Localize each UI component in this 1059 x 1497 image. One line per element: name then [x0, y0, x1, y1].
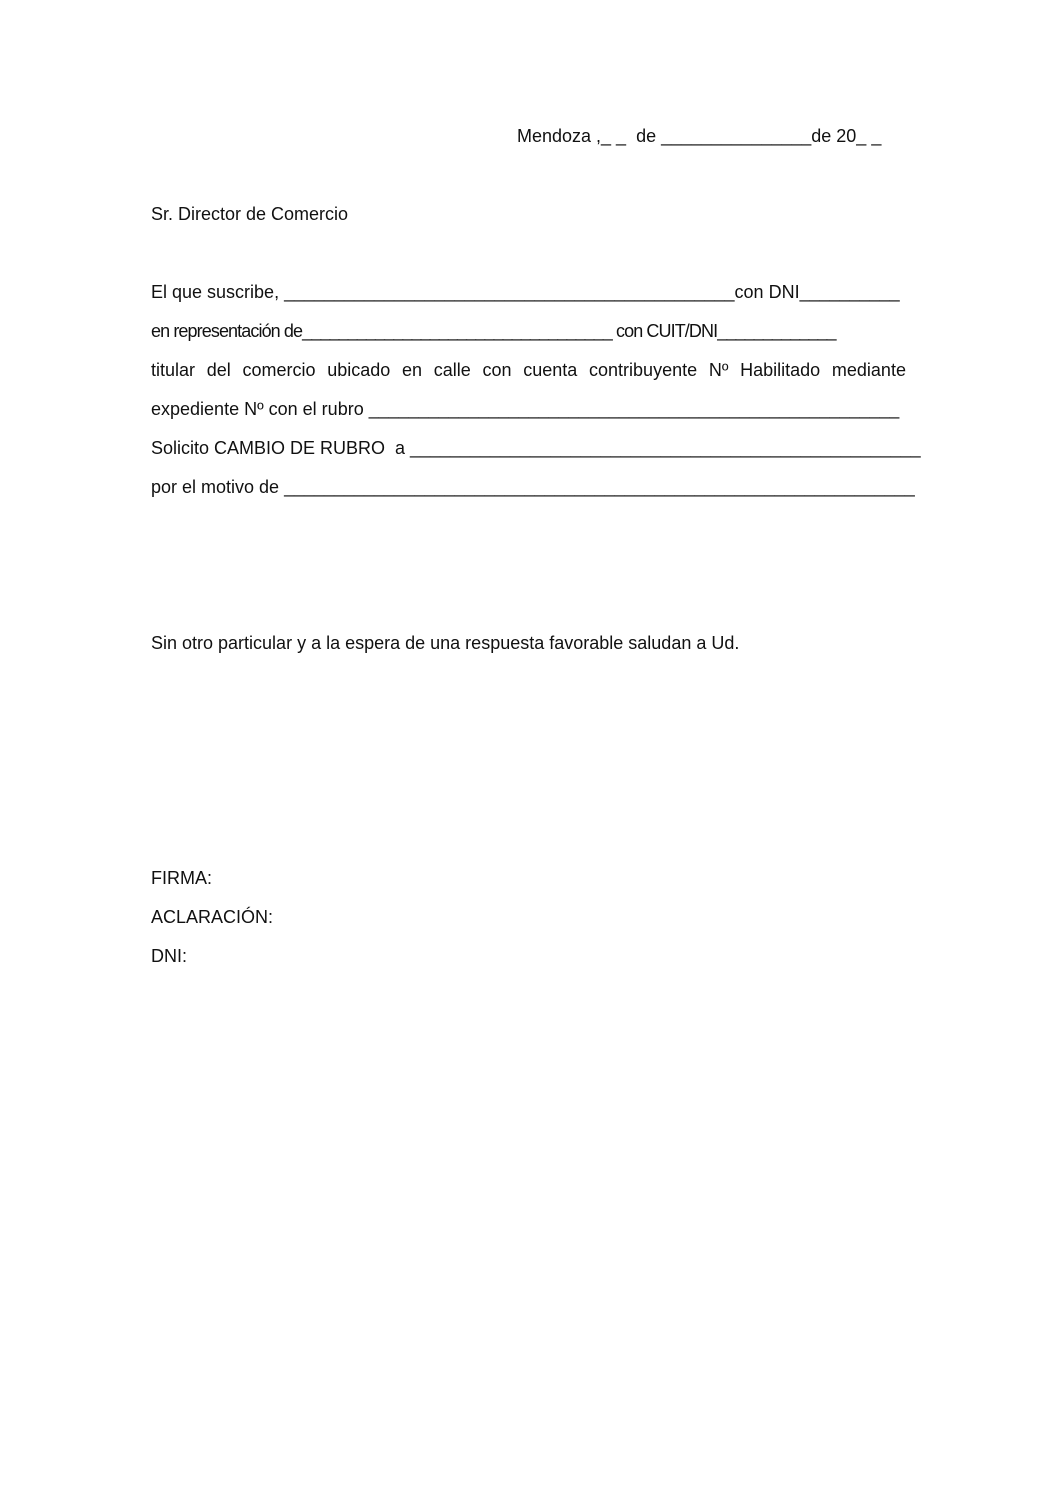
recipient-salutation: Sr. Director de Comercio — [151, 204, 349, 224]
body-line-subscriber: El que suscribe, _____________________________________________con DNI__________ — [151, 282, 900, 302]
body-word: comercio — [242, 360, 316, 380]
body-word: ubicado — [327, 360, 391, 380]
body-word: calle — [433, 360, 471, 380]
body-line-reason: por el motivo de _______________________________________________________________ — [151, 477, 915, 497]
body-word: titular — [151, 360, 196, 380]
body-line-business-location — [151, 359, 906, 381]
body-word: con — [482, 360, 512, 380]
date-line: Mendoza ,_ _ de _______________de 20_ _ — [517, 126, 882, 146]
signature-dni-label: DNI: — [151, 946, 187, 966]
body-word: en — [402, 360, 423, 380]
signature-firma-label: FIRMA: — [151, 868, 212, 888]
body-word: cuenta — [523, 360, 578, 380]
body-word: mediante — [831, 360, 906, 380]
body-line-representation: en representación de__________________________________ con CUIT/DNI_____________ — [151, 321, 836, 341]
closing-text: Sin otro particular y a la espera de una respuesta favorable saludan a Ud. — [151, 633, 740, 653]
body-word: Habilitado — [740, 360, 821, 380]
body-line-change-request: Solicito CAMBIO DE RUBRO a ___________________________________________________ — [151, 438, 921, 458]
body-word: Nº — [708, 360, 729, 380]
signature-aclaracion-label: ACLARACIÓN: — [151, 907, 274, 927]
body-word: contribuyente — [589, 360, 698, 380]
body-line-file-number: expediente Nº con el rubro _____________________________________________________ — [151, 399, 900, 419]
body-word: del — [206, 360, 231, 380]
